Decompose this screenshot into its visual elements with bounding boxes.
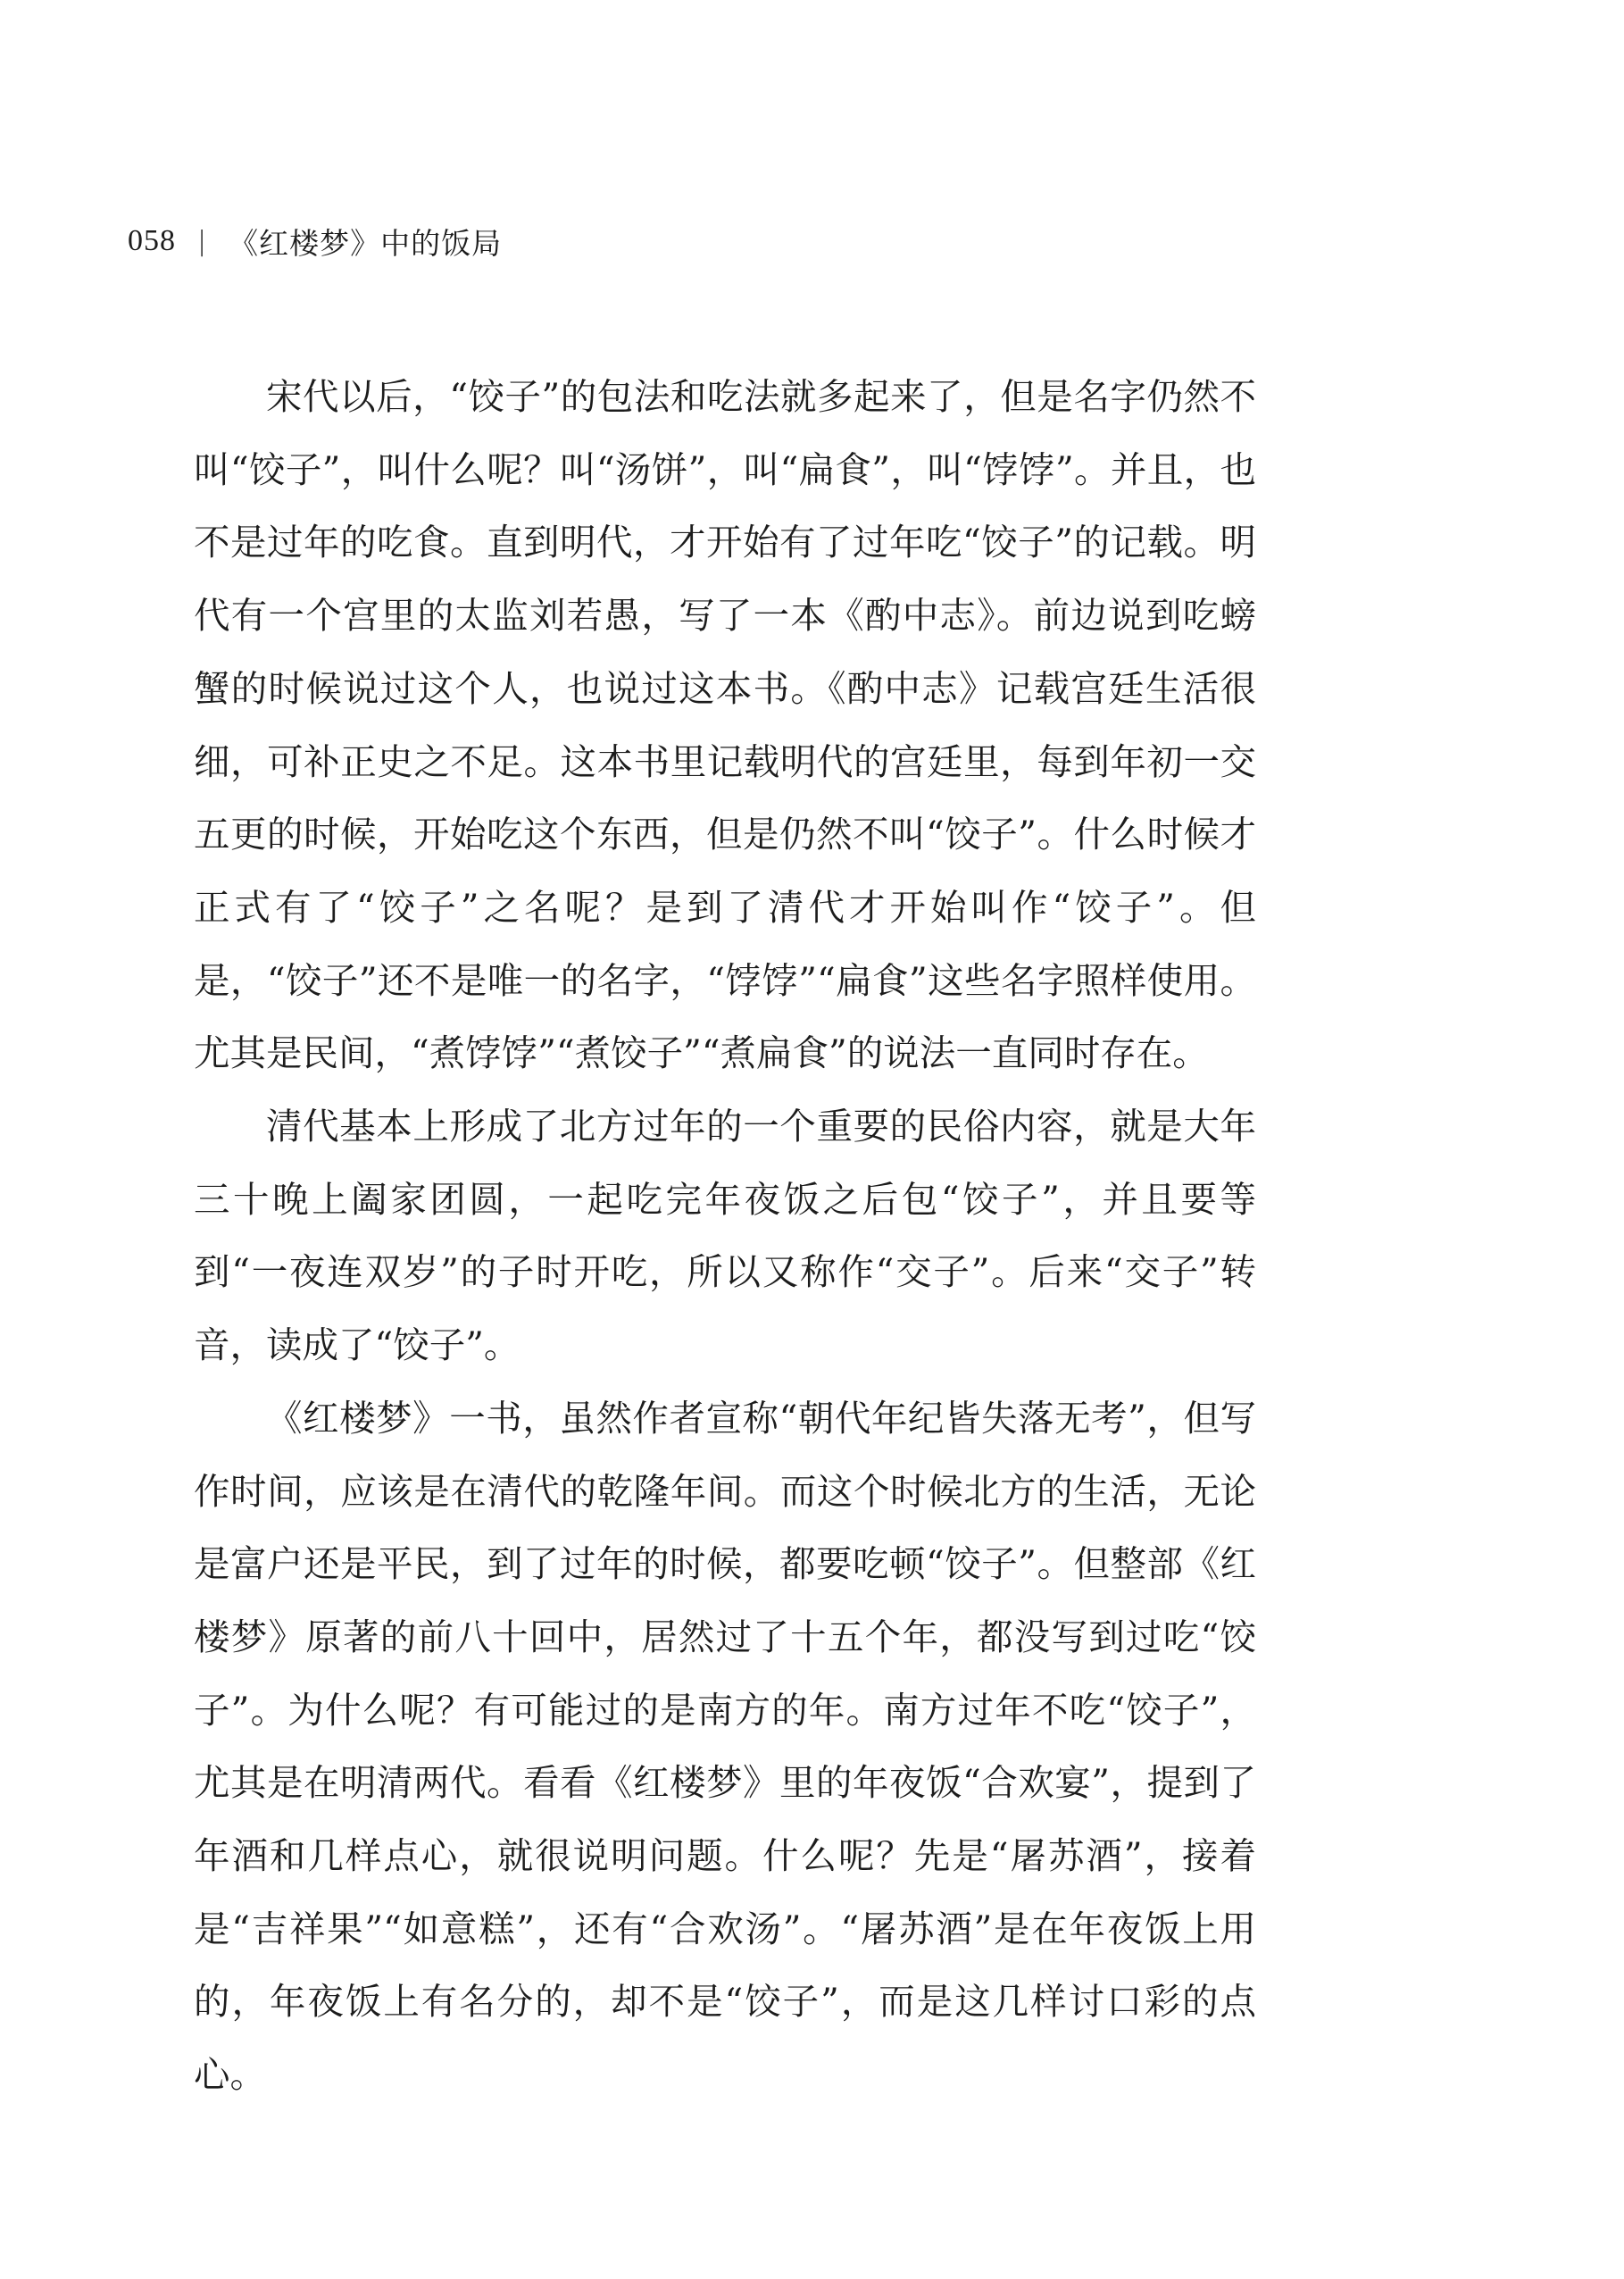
paragraph-3: 《红楼梦》一书，虽然作者宣称“朝代年纪皆失落无考”，但写作时间，应该是在清代的乾隆年间。而这个时候北方的生活，无论是富户还是平民，到了过年的时候，都要吃顿“饺子”。但整部《红楼梦》原著的前八十回中，居然过了十五个年，都没写到过吃“饺子”。为什么呢？有可能过的是南方的年。南方过年不吃“饺子”，尤其是在明清两代。看看《红楼梦》里的年夜饭“合欢宴”，提到了年酒和几样点心，就很说明问题。什么呢？先是“屠苏酒”，接着是“吉祥果”“如意糕”，还有“合欢汤”。“屠苏酒”是在年夜饭上用的，年夜饭上有名分的，却不是“饺子”，而是这几样讨口彩的点心。 bbox=[194, 1396, 1256, 2097]
book-title: 《红楼梦》中的饭局 bbox=[229, 225, 503, 261]
page-number: 058 bbox=[128, 224, 176, 257]
paragraph-1: 宋代以后，“饺子”的包法和吃法就多起来了，但是名字仍然不叫“饺子”，叫什么呢？叫“汤饼”，叫“扁食”，叫“饽饽”。并且，也不是过年的吃食。直到明代，才开始有了过年吃“饺子”的记载。明代有一个宫里的太监刘若愚，写了一本《酌中志》。前边说到吃螃蟹的时候说过这个人，也说过这本书。《酌中志》记载宫廷生活很细，可补正史之不足。这本书里记载明代的宫廷里，每到年初一交五更的时候，开始吃这个东西，但是仍然不叫“饺子”。什么时候才正式有了“饺子”之名呢？是到了清代才开始叫作“饺子”。但是，“饺子”还不是唯一的名字，“饽饽”“扁食”这些名字照样使用。尤其是民间，“煮饽饽”“煮饺子”“煮扁食”的说法一直同时存在。 bbox=[194, 375, 1256, 1075]
running-header bbox=[128, 223, 502, 259]
header-separator: | bbox=[197, 225, 208, 257]
paragraph-2: 清代基本上形成了北方过年的一个重要的民俗内容，就是大年三十晚上阖家团圆，一起吃完年夜饭之后包“饺子”，并且要等到“一夜连双岁”的子时开吃，所以又称作“交子”。后来“交子”转音，读成了“饺子”。 bbox=[194, 1105, 1256, 1367]
body-text bbox=[194, 361, 1256, 2112]
